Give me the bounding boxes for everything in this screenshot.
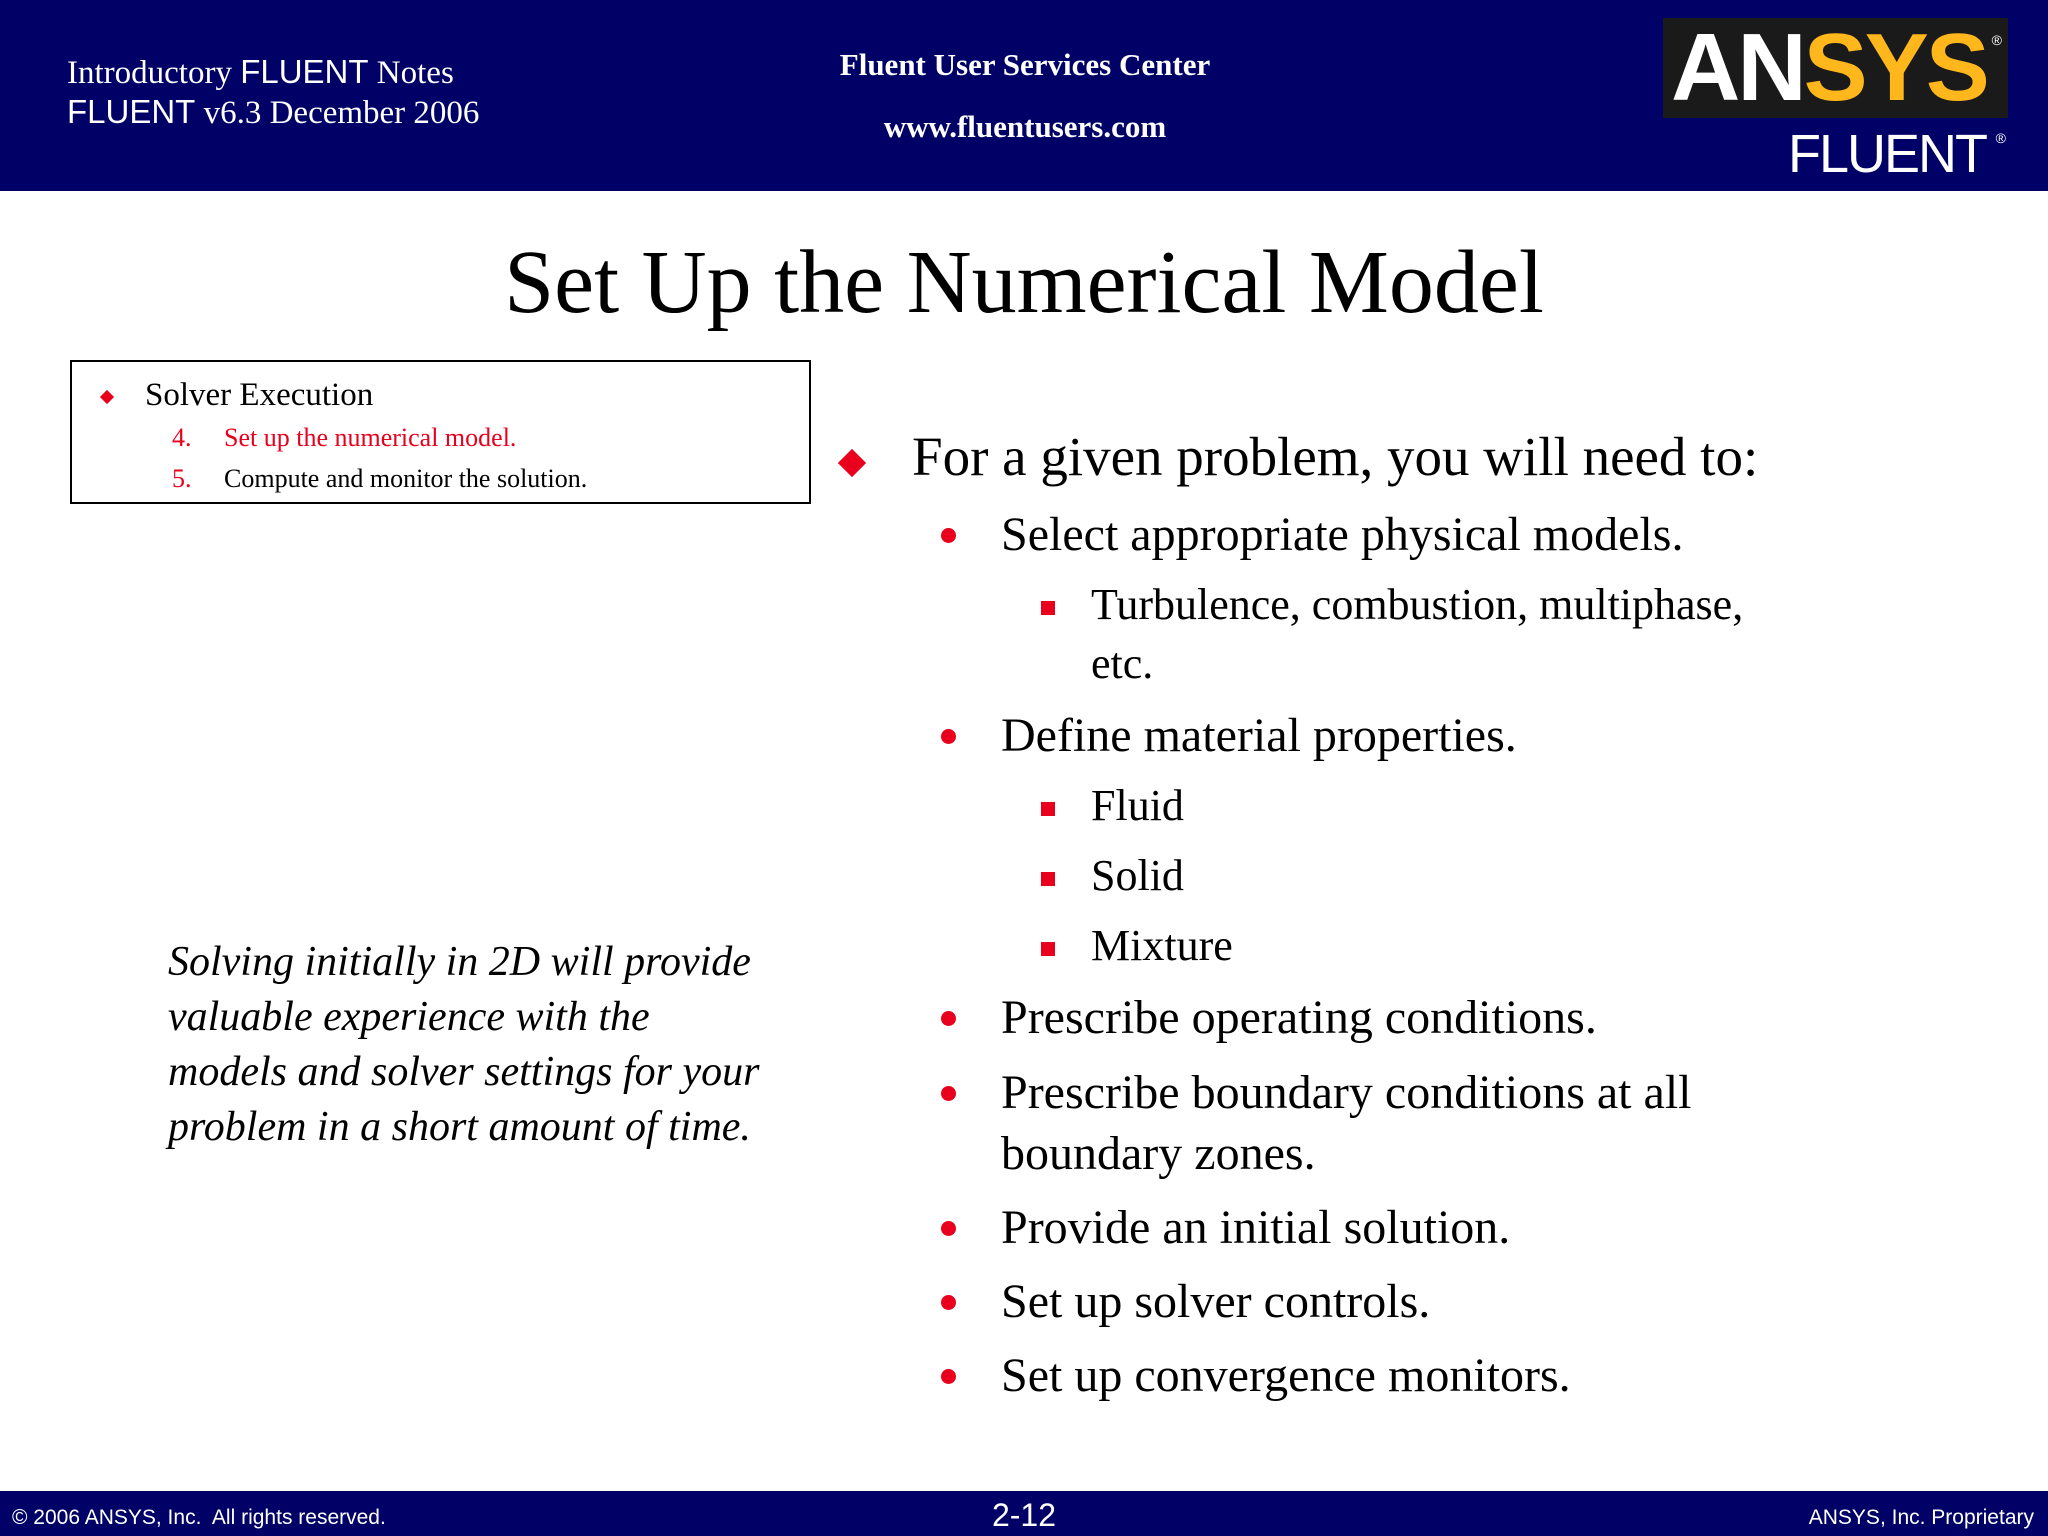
square-bullet-icon: [1041, 872, 1055, 886]
agenda-item-number: 5.: [172, 464, 192, 493]
proprietary-notice: ANSYS, Inc. Proprietary: [1808, 1506, 2034, 1529]
round-bullet-icon: [941, 1369, 956, 1384]
agenda-item-current: Set up the numerical model.: [224, 423, 517, 452]
course-title: [67, 52, 454, 93]
round-bullet-icon: [941, 1086, 956, 1101]
copyright: © 2006 ANSYS, Inc. All rights reserved.: [12, 1506, 386, 1529]
sub-bullet-item: Mixture: [1091, 921, 1233, 970]
bullet-continuation: boundary zones.: [1001, 1127, 1316, 1180]
diamond-bullet-icon: [100, 390, 114, 404]
round-bullet-icon: [941, 528, 956, 543]
course-title-prefix: Introductory: [67, 55, 241, 91]
square-bullet-icon: [1041, 942, 1055, 956]
agenda-item: Compute and monitor the solution.: [224, 464, 588, 493]
footer-bar: [0, 1491, 2048, 1536]
bullet-item: Select appropriate physical models.: [1001, 508, 1684, 561]
bullet-item: Prescribe boundary conditions at all: [1001, 1066, 1692, 1119]
logo-an: AN: [1671, 14, 1804, 121]
sub-bullet-item: Turbulence, combustion, multiphase,: [1091, 580, 1744, 629]
services-center: Fluent User Services Center: [839, 47, 1211, 82]
sub-bullet-item: Fluid: [1091, 781, 1184, 830]
lead-bullet: For a given problem, you will need to:: [912, 426, 1759, 487]
version-text: v6.3 December 2006: [195, 95, 480, 131]
version-date: [67, 92, 479, 133]
sub-bullet-item: Solid: [1091, 851, 1184, 900]
round-bullet-icon: [941, 729, 956, 744]
round-bullet-icon: [941, 1011, 956, 1026]
page-number: 2-12: [991, 1497, 1057, 1533]
ansys-fluent-logo: [1663, 14, 2008, 184]
bullet-item: Set up convergence monitors.: [1001, 1349, 1571, 1402]
agenda-item-number: 4.: [172, 423, 192, 452]
version-product: FLUENT: [67, 93, 196, 130]
header-bar: [0, 0, 2048, 191]
logo-box: [1663, 14, 2008, 121]
round-bullet-icon: [941, 1295, 956, 1310]
bullet-item: Set up solver controls.: [1001, 1275, 1431, 1328]
logo-wordmark: [1671, 14, 1987, 121]
sub-bullet-continuation: etc.: [1091, 639, 1154, 688]
logo-fluent-registered-mark: ®: [1995, 130, 2006, 146]
square-bullet-icon: [1041, 802, 1055, 816]
round-bullet-icon: [941, 1221, 956, 1236]
logo-fluent: FLUENT: [1787, 124, 1986, 184]
logo-sys: SYS: [1803, 14, 1987, 121]
slide-title: Set Up the Numerical Model: [504, 233, 1544, 332]
services-url: www.fluentusers.com: [883, 109, 1167, 144]
agenda-box: [70, 360, 811, 504]
square-bullet-icon: [1041, 601, 1055, 615]
side-note: Solving initially in 2D will provide valuable experience with the models and solver settings for your problem in a short amount of time.: [168, 939, 760, 1150]
bullet-item: Define material properties.: [1001, 709, 1517, 762]
course-title-suffix: Notes: [368, 55, 454, 91]
bullet-item: Provide an initial solution.: [1001, 1201, 1511, 1254]
agenda-heading: Solver Execution: [145, 377, 374, 413]
bullet-item: Prescribe operating conditions.: [1001, 991, 1597, 1044]
logo-registered-mark: ®: [1991, 32, 2002, 48]
diamond-bullet-icon: [838, 449, 866, 477]
course-title-product: FLUENT: [240, 53, 369, 90]
